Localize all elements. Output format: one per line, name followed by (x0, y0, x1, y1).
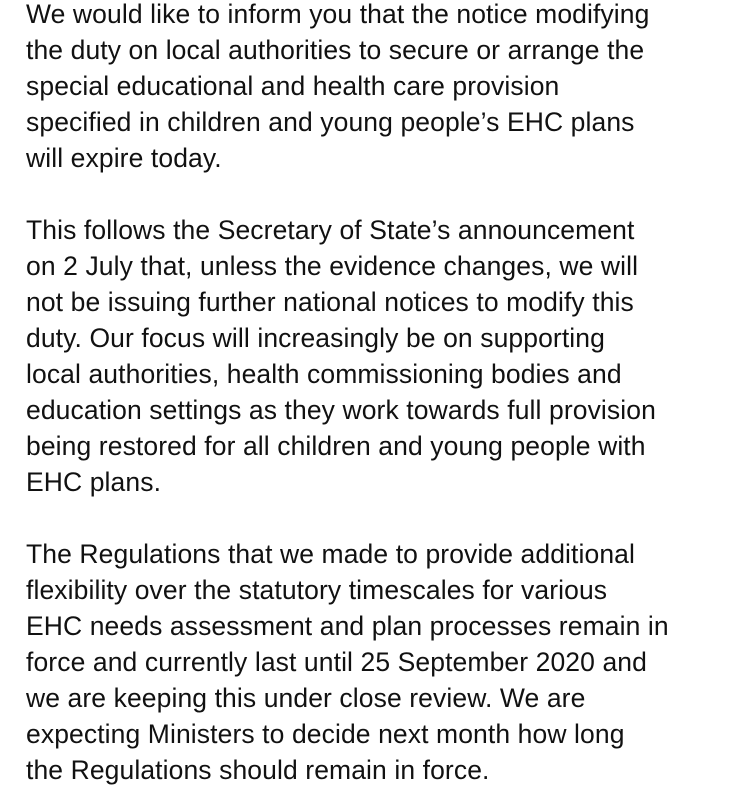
paragraph-line: duty. Our focus will increasingly be on supporting (26, 323, 605, 353)
paragraph-line: on 2 July that, unless the evidence changes, we will (26, 251, 639, 281)
paragraph-line: EHC plans. (26, 467, 162, 497)
paragraph-line: we are keeping this under close review. We are (26, 683, 586, 713)
paragraph-line: being restored for all children and young people with (26, 431, 646, 461)
paragraph-line: EHC needs assessment and plan processes remain in (26, 611, 669, 641)
paragraph-line: We would like to inform you that the notice modifying (26, 0, 650, 29)
paragraph-line: local authorities, health commissioning bodies and (26, 359, 622, 389)
paragraph-line: education settings as they work towards full provision (26, 395, 656, 425)
paragraph-line: flexibility over the statutory timescales for various (26, 575, 608, 605)
paragraph-line: special educational and health care provision (26, 71, 560, 101)
paragraph-line: This follows the Secretary of State’s announcement (26, 215, 635, 245)
paragraph-line: expecting Ministers to decide next month how long (26, 719, 625, 749)
paragraph-line: force and currently last until 25 September 2020 and (26, 647, 647, 677)
paragraph-line: the Regulations should remain in force. (26, 755, 490, 785)
paragraph-line: specified in children and young people’s EHC plans (26, 107, 635, 137)
paragraph-line: not be issuing further national notices to modify this (26, 287, 634, 317)
paragraph-line: will expire today. (26, 143, 222, 173)
paragraph-line: The Regulations that we made to provide additional (26, 539, 635, 569)
paragraph-line: the duty on local authorities to secure or arrange the (26, 35, 645, 65)
